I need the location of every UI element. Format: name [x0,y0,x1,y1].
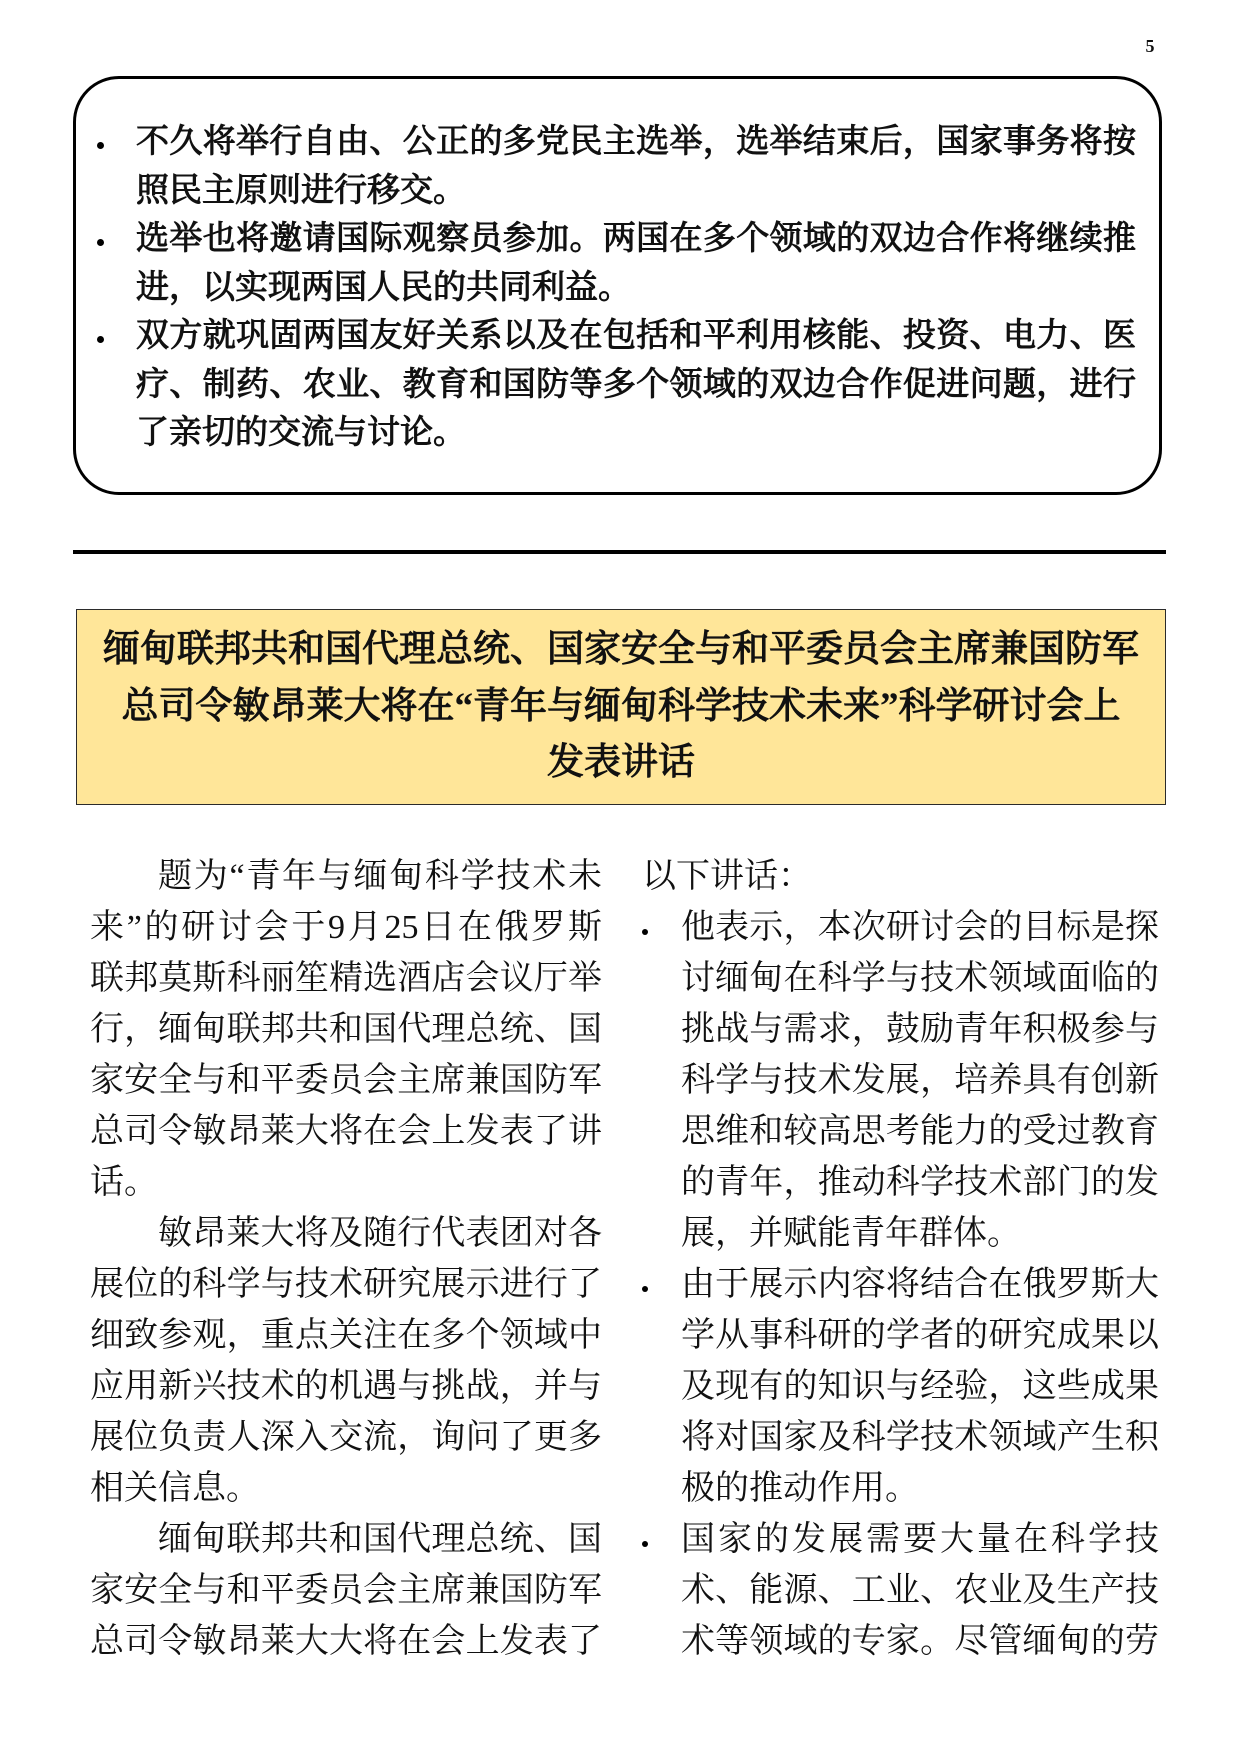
summary-text-line: 选举也将邀请国际观察员参加。两国在多个领域的双边合作将继续推 [136,221,1136,257]
bullet-item [642,1514,1160,1667]
body-text-line: 的青年，推动科学技术部门的发 [681,1164,1159,1201]
section-divider [73,550,1166,554]
body-text-line: 敏昂莱大将及随行代表团对各 [158,1215,602,1252]
summary-bullet-item [136,215,1136,312]
bullet-icon [97,239,104,246]
headline-text-line: 总司令敏昂莱大将在“青年与缅甸科学技术未来”科学研讨会上 [121,685,1121,727]
article-right-column [642,851,1160,1667]
bullet-icon [97,142,104,149]
body-text-line: 科学与技术发展，培养具有创新 [681,1062,1159,1099]
body-text-line: 应用新兴技术的机遇与挑战，并与 [90,1368,602,1405]
body-text-line: 国家的发展需要大量在科学技 [681,1521,1159,1558]
body-text-line: 以下讲话： [642,858,812,895]
body-text-line: 挑战与需求，鼓励青年积极参与 [681,1011,1159,1048]
body-text-line: 总司令敏昂莱大将在会上发表了讲 [90,1113,602,1150]
body-text-line: 来”的研讨会于9月25日在俄罗斯 [90,909,602,946]
paragraph [90,1208,602,1514]
paragraph [90,1514,602,1667]
summary-text-line: 进，以实现两国人民的共同利益。 [136,269,631,306]
body-text-line: 总司令敏昂莱大大将在会上发表了 [90,1623,602,1660]
summary-text-line: 不久将举行自由、公正的多党民主选举，选举结束后，国家事务将按 [136,124,1136,160]
bullet-icon [642,1286,648,1292]
body-text-line: 家安全与和平委员会主席兼国防军 [90,1572,602,1609]
summary-text-line: 疗、制药、农业、教育和国防等多个领域的双边合作促进问题，进行 [136,366,1136,403]
headline-text-line: 缅甸联邦共和国代理总统、国家安全与和平委员会主席兼国防军 [103,629,1139,670]
bullet-icon [642,929,648,935]
body-text-line: 题为“青年与缅甸科学技术未 [158,858,602,895]
body-text-line: 展位的科学与技术研究展示进行了 [90,1266,602,1303]
bullet-icon [97,336,104,343]
body-text-line: 由于展示内容将结合在俄罗斯大 [681,1266,1159,1303]
body-text-line: 缅甸联邦共和国代理总统、国 [158,1521,602,1558]
body-text-line: 话。 [90,1164,158,1201]
headline-text-line: 发表讲话 [547,742,695,783]
body-text-line: 家安全与和平委员会主席兼国防军 [90,1062,602,1099]
body-text-line: 思维和较高思考能力的受过教育 [681,1113,1159,1150]
body-text-line: 行，缅甸联邦共和国代理总统、国 [90,1011,602,1048]
summary-box [73,76,1162,495]
body-text-line: 细致参观，重点关注在多个领域中 [90,1317,602,1354]
body-text-line: 联邦莫斯科丽笙精选酒店会议厅举 [90,960,602,997]
summary-bullet-item [136,312,1136,458]
bullet-item [642,902,1160,1259]
headline-box [76,609,1166,805]
summary-list [136,118,1136,458]
paragraph [90,851,602,1208]
body-text-line: 及现有的知识与经验，这些成果 [681,1368,1159,1405]
body-text-line: 展位负责人深入交流，询问了更多 [90,1419,602,1456]
body-text-line: 术、能源、工业、农业及生产技 [681,1572,1159,1609]
body-text-line: 讨缅甸在科学与技术领域面临的 [681,960,1159,997]
page-number: 5 [1145,36,1155,56]
body-text-line: 他表示，本次研讨会的目标是探 [681,909,1159,946]
bullet-icon [642,1541,648,1547]
article-left-column [90,851,602,1667]
summary-text-line: 照民主原则进行移交。 [136,172,466,209]
body-text-line: 将对国家及科学技术领域产生积 [681,1419,1159,1456]
bullet-item [642,1259,1160,1514]
body-text-line: 术等领域的专家。尽管缅甸的劳 [681,1623,1159,1660]
body-text-line: 展，并赋能青年群体。 [681,1215,1021,1252]
body-text-line: 学从事科研的学者的研究成果以 [681,1317,1159,1354]
summary-text-line: 了亲切的交流与讨论。 [136,415,466,451]
summary-text-line: 双方就巩固两国友好关系以及在包括和平利用核能、投资、电力、医 [136,318,1136,354]
article-headline [77,610,1165,792]
summary-bullet-item [136,118,1136,215]
body-text-line: 相关信息。 [90,1470,260,1507]
body-text-line: 极的推动作用。 [681,1470,919,1507]
